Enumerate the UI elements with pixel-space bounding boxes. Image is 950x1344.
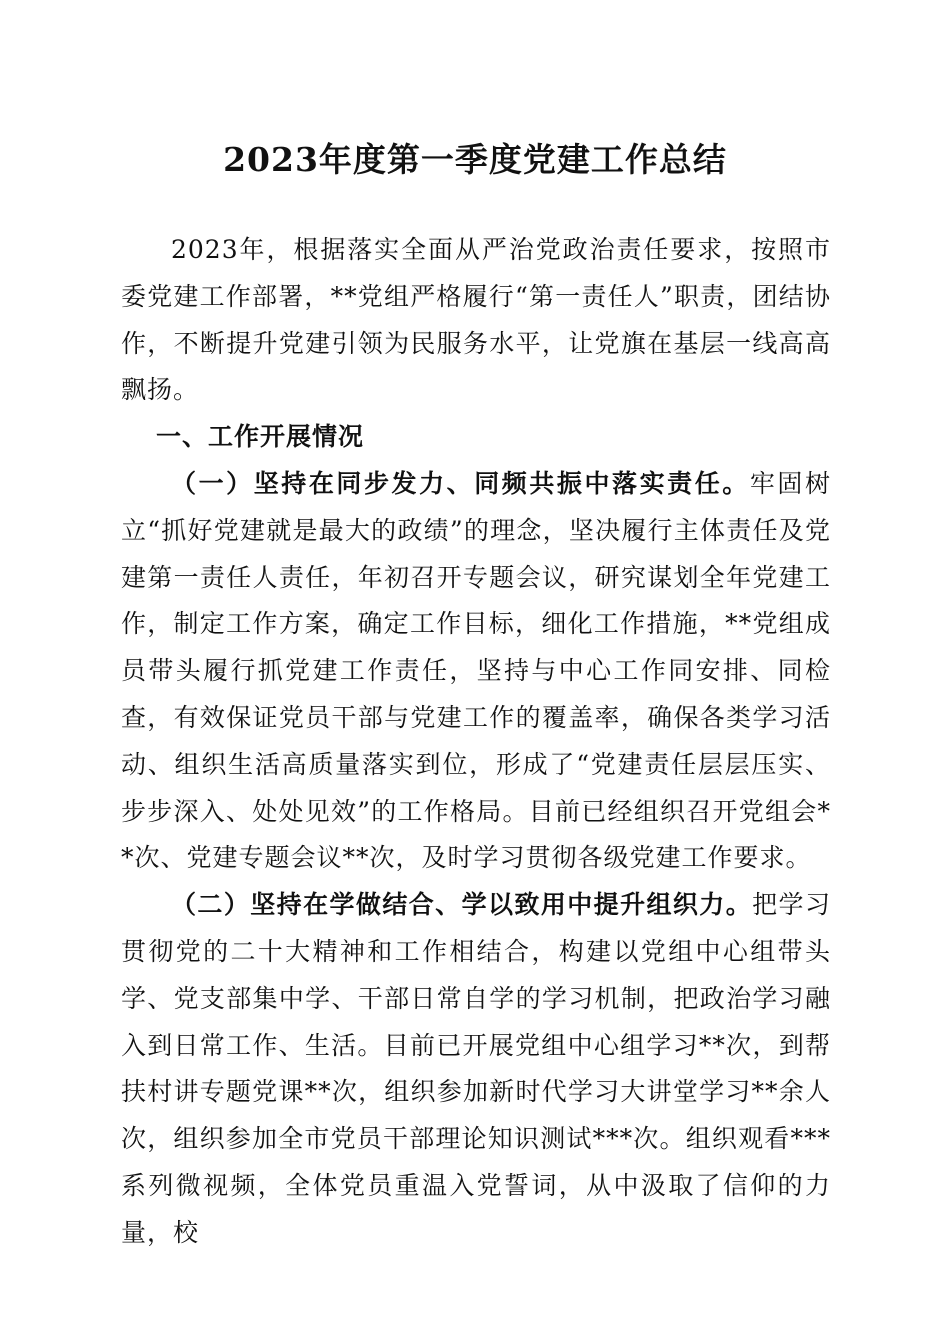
section-item-1-text: 牢固树立“抓好党建就是最大的政绩”的理念，坚决履行主体责任及党建第一责任人责任，年初召开专题会议，研究谋划全年党建工作，制定工作方案，确定工作目标，细化工作措施，**党组成员带头履行抓党建工作责任，坚持与中心工作同安排、同检查，有效保证党员干部与党建工作的覆盖率，确保各类学习活动、组织生活高质量落实到位，形成了“党建责任层层压实、步步深入、处处见效”的工作格局。目前已经组织召开党组会**次、党建专题会议**次，及时学习贯彻各级党建工作要求。: [121, 468, 831, 873]
section-item-1-lead: （一）坚持在同步发力、同频共振中落实责任。: [171, 468, 750, 498]
document-body: [121, 227, 831, 1257]
section-item-2: [121, 882, 831, 1256]
section-item-2-text: 把学习贯彻党的二十大精神和工作相结合，构建以党组中心组带头学、党支部集中学、干部日常自学的学习机制，把政治学习融入到日常工作、生活。目前已开展党组中心组学习**次，到帮扶村讲专题党课**次，组织参加新时代学习大讲堂学习**余人次，组织参加全市党员干部理论知识测试***次。组织观看***系列微视频，全体党员重温入党誓词，从中汲取了信仰的力量，校: [121, 890, 831, 1247]
section-heading: 一、工作开展情况: [156, 422, 365, 452]
section-item-2-lead: （二）坚持在学做结合、学以致用中提升组织力。: [171, 890, 753, 920]
intro-paragraph: 2023年，根据落实全面从严治党政治责任要求，按照市委党建工作部署，**党组严格履行“第一责任人”职责，团结协作，不断提升党建引领为民服务水平，让党旗在基层一线高高飘扬。: [121, 235, 831, 405]
section-item-1: [121, 461, 831, 882]
document-title: 2023年度第一季度党建工作总结: [223, 140, 727, 179]
